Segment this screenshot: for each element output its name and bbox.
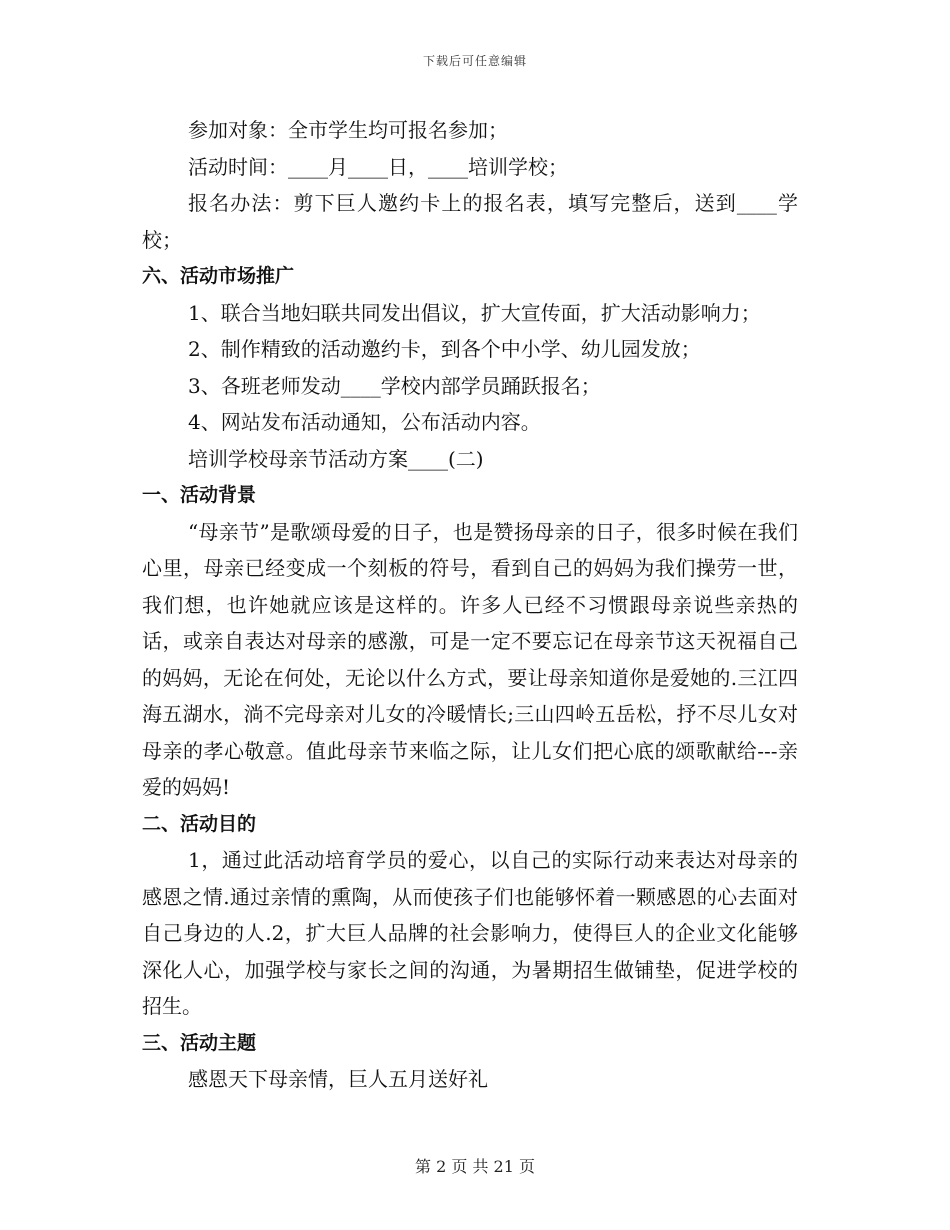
background-paragraph: “母亲节”是歌颂母爱的日子，也是赞扬母亲的日子，很多时候在我们心里，母亲已经变成一个刻板的符号，看到自己的妈妈为我们操劳一世，我们想，也许她就应该是这样的。许多人已经不习惯跟母亲说些亲热的话，或亲自表达对母亲的感激，可是一定不要忘记在母亲节这天祝福自己的妈妈，无论在何处，无论以什么方式，要让母亲知道你是爱她的.三江四海五湖水，淌不完母亲对儿女的冷暖情长;三山四岭五岳松，抒不尽儿女对母亲的孝心敬意。值此母亲节来临之际，让儿女们把心底的颂歌献给---亲爱的妈妈! xyxy=(142,519,798,799)
theme-paragraph: 感恩天下母亲情，巨人五月送好礼 xyxy=(188,1067,488,1091)
goal-heading: 二、活动目的 xyxy=(142,812,257,835)
theme-heading: 三、活动主题 xyxy=(142,1031,257,1054)
page-header: 下载后可任意编辑 xyxy=(422,54,527,68)
plan-title: 培训学校母亲节活动方案____(二) xyxy=(188,446,484,471)
promo-item-1: 1、联合当地妇联共同发出倡议，扩大宣传面，扩大活动影响力； xyxy=(188,300,761,325)
page-footer: 第 2 页 共 21 页 xyxy=(415,1157,535,1176)
participants-line: 参加对象：全市学生均可报名参加； xyxy=(188,118,508,142)
promo-item-2: 2、制作精致的活动邀约卡，到各个中小学、幼儿园发放； xyxy=(188,337,701,361)
signup-line: 报名办法：剪下巨人邀约卡上的报名表，填写完整后，送到____学校； xyxy=(142,191,798,252)
document-body xyxy=(142,112,798,1098)
promo-item-3: 3、各班老师发动____学校内部学员踊跃报名； xyxy=(188,373,601,398)
section6-heading: 六、活动市场推广 xyxy=(142,265,295,287)
promo-item-4: 4、网站发布活动通知，公布活动内容。 xyxy=(188,410,541,434)
goal-paragraph: 1，通过此活动培育学员的爱心，以自己的实际行动来表达对母亲的感恩之情.通过亲情的熏陶，从而使孩子们也能够怀着一颗感恩的心去面对自己身边的人.2，扩大巨人品牌的社会影响力，使得巨人的企业文化能够深化人心，加强学校与家长之间的沟通，为暑期招生做铺垫，促进学校的招生。 xyxy=(142,848,798,1018)
time-line: 活动时间：____月____日，____培训学校； xyxy=(188,154,568,179)
background-heading: 一、活动背景 xyxy=(142,484,257,506)
